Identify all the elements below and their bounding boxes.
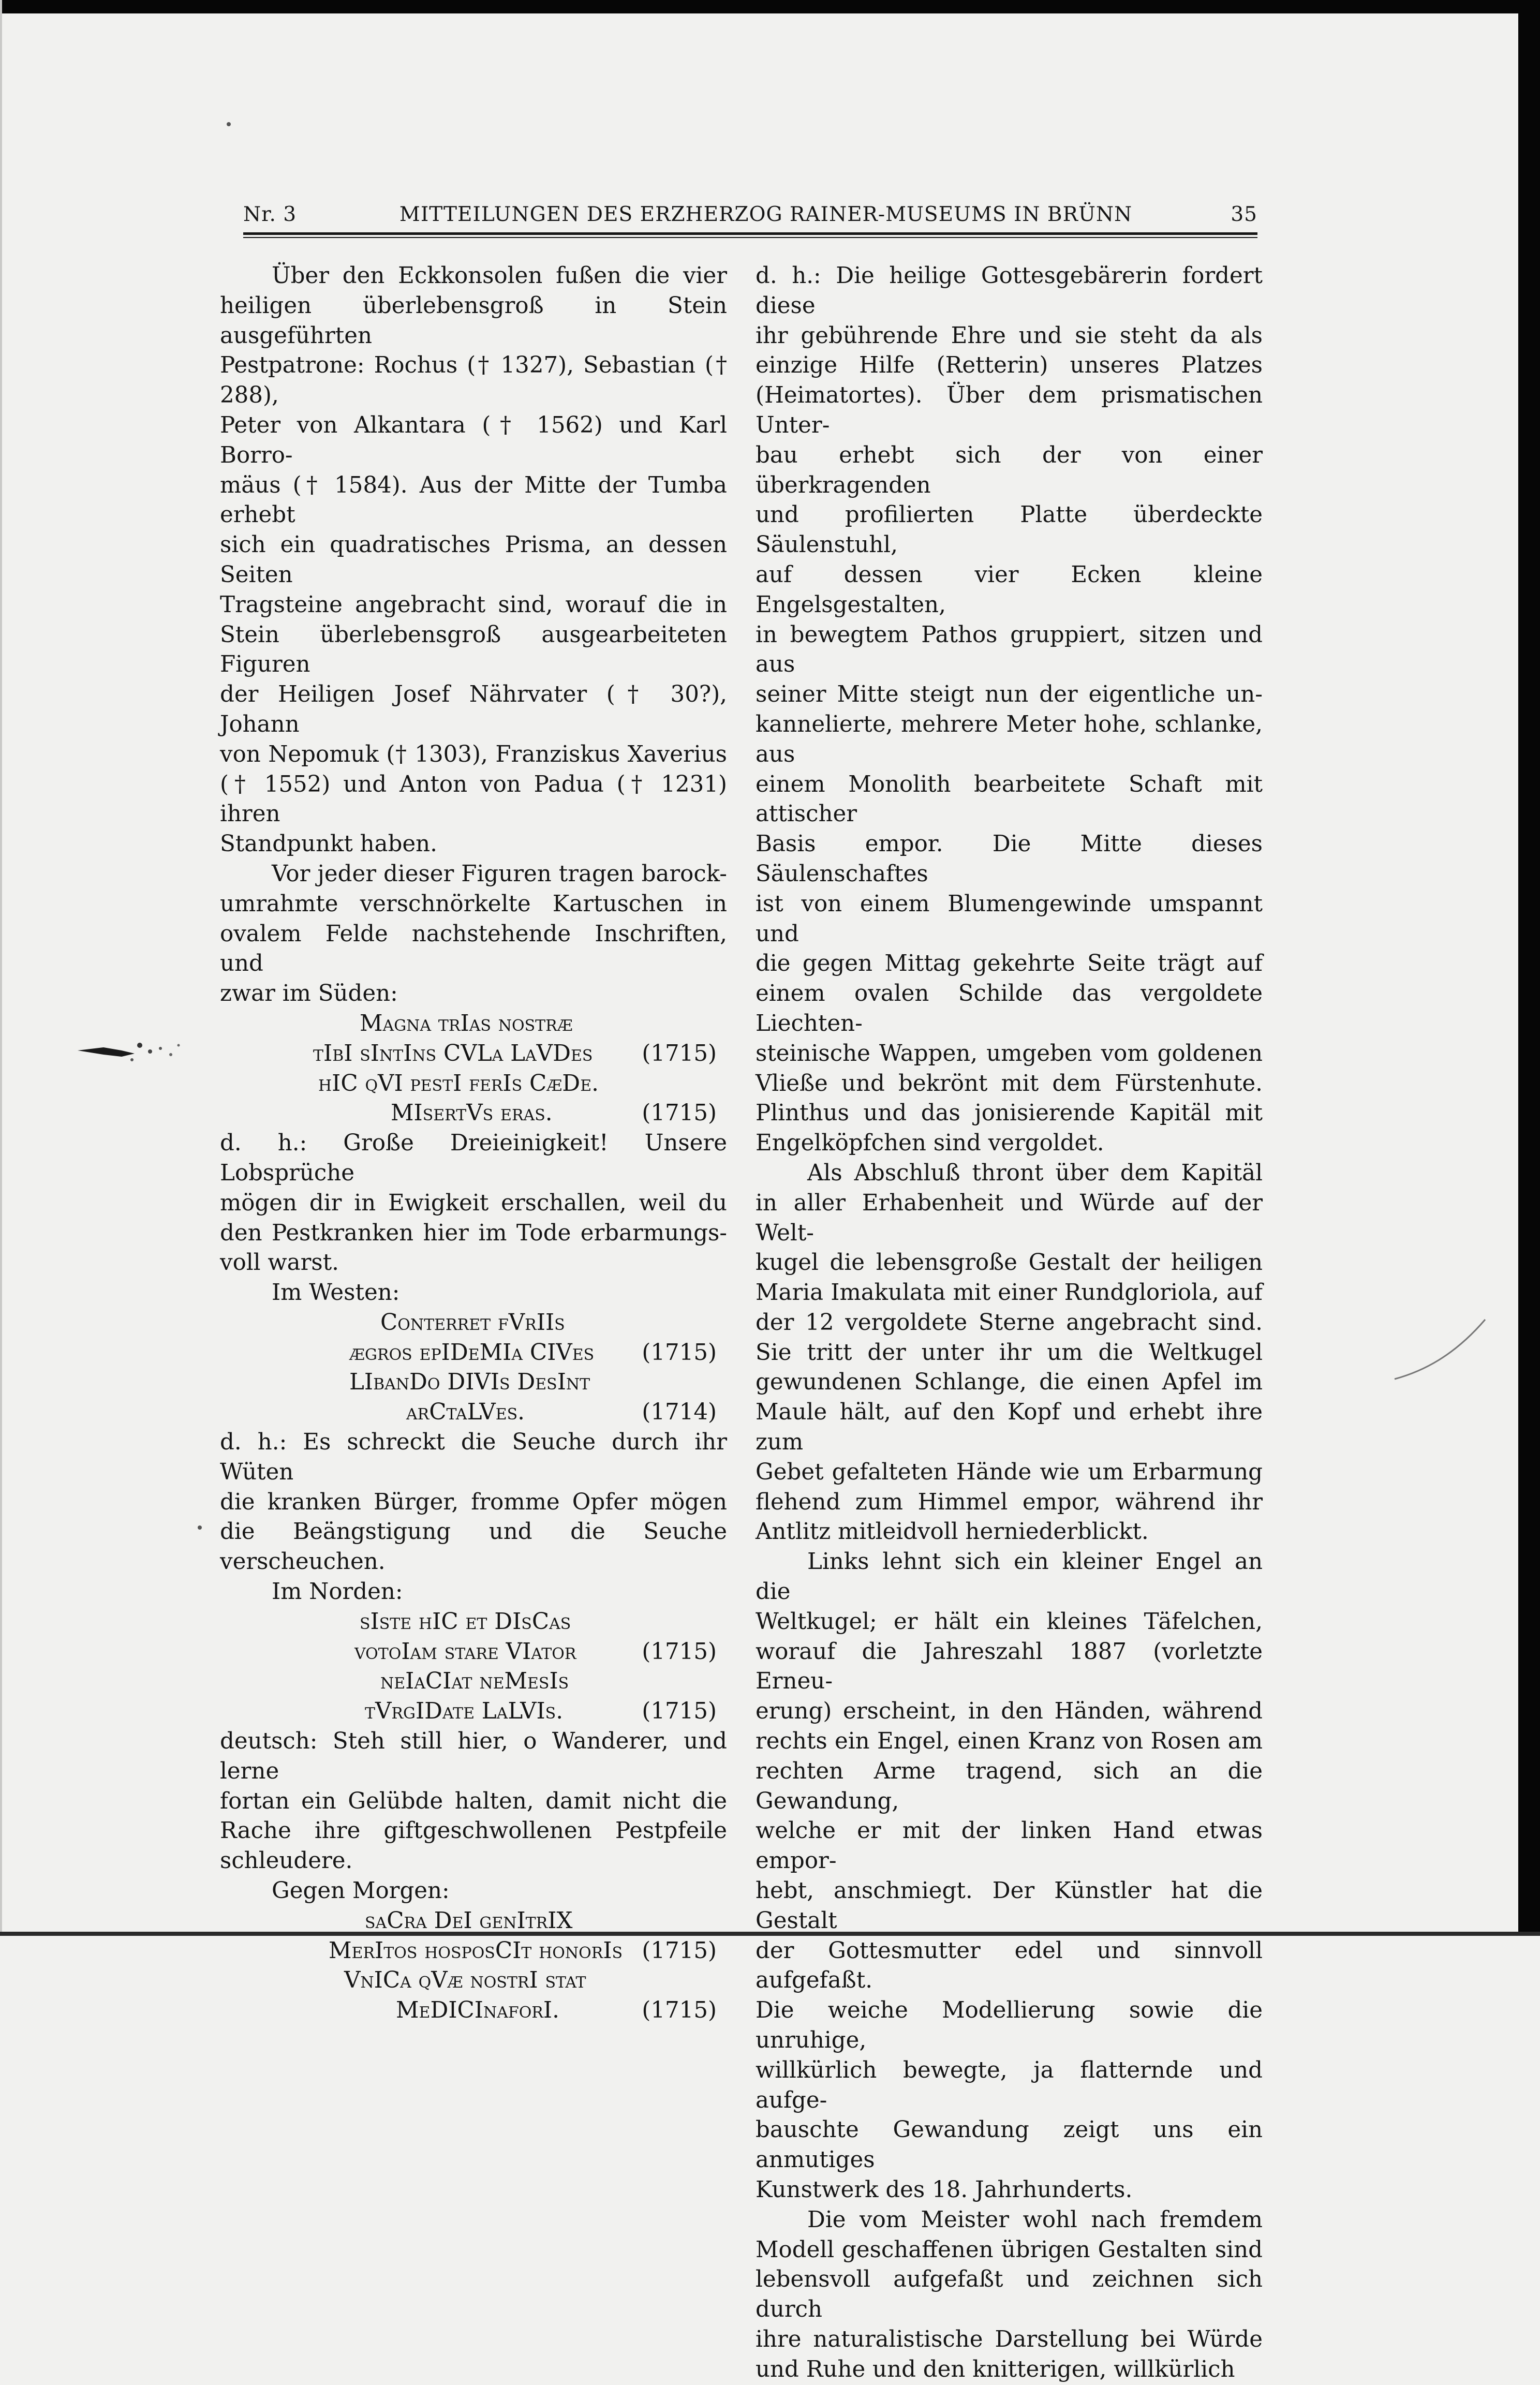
text-line: Links lehnt sich ein kleiner Engel an die bbox=[756, 1549, 1263, 1605]
text-line: Vor jeder dieser Figuren tragen barock- bbox=[272, 861, 727, 887]
text-line: der 12 vergoldete Sterne angebracht sind. bbox=[756, 1309, 1263, 1336]
text-line: Maria Imakulata mit einer Rundgloriola, auf bbox=[756, 1280, 1263, 1306]
inscription-north bbox=[220, 1607, 727, 1727]
text-line: fortan ein Gelübde halten, damit nicht die bbox=[220, 1788, 727, 1814]
text-line: sich ein quadratisches Prisma, an dessen Seiten bbox=[220, 532, 727, 588]
inscription-year: (1715) bbox=[642, 1997, 717, 2024]
paragraph bbox=[220, 1727, 727, 1876]
inscription-line bbox=[220, 1398, 727, 1428]
text-line: zwar im Süden: bbox=[220, 981, 398, 1007]
inscription-text: votoIam stare VIator bbox=[354, 1638, 576, 1665]
inscription-text: neIaCIat neMesIs bbox=[380, 1668, 569, 1695]
text-line: erung) erscheint, in den Händen, während bbox=[756, 1698, 1263, 1725]
inscription-text: tIbI sIntIns CVLa LaVDes bbox=[313, 1040, 593, 1066]
text-line: deutsch: Steh still hier, o Wanderer, und lerne bbox=[220, 1728, 727, 1784]
text-line: gewundenen Schlange, die einen Apfel im bbox=[756, 1369, 1263, 1396]
text-line: seiner Mitte steigt nun der eigentliche un- bbox=[756, 682, 1263, 708]
text-line: von Nepomuk († 1303), Franziskus Xaverius bbox=[220, 741, 727, 767]
paragraph bbox=[220, 1428, 727, 1577]
header-rule-thin bbox=[243, 237, 1257, 238]
inscription-line bbox=[220, 1009, 727, 1039]
text-line: und profilierten Platte überdeckte Säulenstuhl, bbox=[756, 502, 1263, 558]
inscription-south bbox=[220, 1009, 727, 1129]
inscription-line bbox=[220, 1996, 727, 2026]
text-line: Kunstwerk des 18. Jahrhunderts. bbox=[756, 2177, 1133, 2203]
inscription-line bbox=[220, 1667, 727, 1697]
text-line: heiligen überlebensgroß in Stein ausgeführten bbox=[220, 292, 727, 349]
text-line: Plinthus und das jonisierende Kapitäl mit bbox=[756, 1100, 1263, 1127]
text-line: (Heimatortes). Über dem prismatischen Unter- bbox=[756, 382, 1263, 438]
text-line: d. h.: Die heilige Gottesgebärerin fordert diese bbox=[756, 263, 1263, 319]
inscription-year: (1715) bbox=[642, 1040, 717, 1066]
right-column bbox=[756, 261, 1263, 2385]
text-line: († 1552) und Anton von Padua († 1231) ihren bbox=[220, 771, 727, 827]
paragraph bbox=[220, 860, 727, 1009]
inscription-text: tVrgIDate LaLVIs. bbox=[365, 1698, 564, 1725]
text-line: der Heiligen Josef Nährvater († 30?), Johann bbox=[220, 682, 727, 737]
text-line: Rache ihre giftgeschwollenen Pestpfeile bbox=[220, 1818, 727, 1844]
scan-border-right bbox=[1518, 0, 1540, 1936]
inscription-year: (1715) bbox=[642, 1698, 717, 1725]
scan-border-top bbox=[0, 0, 1540, 13]
paragraph bbox=[756, 261, 1263, 1159]
inscription-text: ægros epIDeMIa CIVes bbox=[349, 1339, 595, 1366]
text-line: mäus († 1584). Aus der Mitte der Tumba erhebt bbox=[220, 472, 727, 528]
text-line: die Beängstigung und die Seuche verscheuchen. bbox=[220, 1519, 727, 1575]
text-line: ovalem Felde nachstehende Inschriften, und bbox=[220, 921, 727, 977]
text-line: voll warst. bbox=[220, 1250, 339, 1276]
text-line: Stein überlebensgroß ausgearbeiteten Figuren bbox=[220, 621, 727, 678]
text-line: Maule hält, auf den Kopf und erhebt ihre zum bbox=[756, 1399, 1263, 1456]
text-line: umrahmte verschnörkelte Kartuschen in bbox=[220, 891, 727, 917]
text-line: rechts ein Engel, einen Kranz von Rosen am bbox=[756, 1728, 1263, 1755]
text-line: ihre naturalistische Darstellung bei Würde bbox=[756, 2326, 1263, 2352]
text-line: willkürlich bewegte, ja flatternde und aufge- bbox=[756, 2057, 1263, 2113]
inscription-text: MeDICInaforI. bbox=[396, 1997, 559, 2024]
text-line: Tragsteine angebracht sind, worauf die in bbox=[220, 591, 727, 618]
text-line: einem Monolith bearbeitete Schaft mit attischer bbox=[756, 771, 1263, 827]
inscription-line bbox=[220, 1308, 727, 1338]
scan-edge-left bbox=[0, 0, 2, 1936]
text-line: mögen dir in Ewigkeit erschallen, weil du bbox=[220, 1190, 727, 1216]
inscription-line bbox=[220, 1697, 727, 1727]
text-line: ist von einem Blumengewinde umspannt und bbox=[756, 891, 1263, 947]
left-column bbox=[220, 261, 727, 2026]
text-line: einem ovalen Schilde das vergoldete Liechten- bbox=[756, 981, 1263, 1036]
scan-speck bbox=[227, 122, 231, 126]
text-line: ihr gebührende Ehre und sie steht da als bbox=[756, 322, 1263, 349]
inscription-line bbox=[220, 1637, 727, 1667]
text-line: lebensvoll aufgefaßt und zeichnen sich durch bbox=[756, 2267, 1263, 2323]
ink-blot-mark bbox=[72, 1030, 191, 1066]
text-line: steinische Wappen, umgeben vom goldenen bbox=[756, 1040, 1263, 1066]
inscription-line bbox=[220, 1607, 727, 1637]
paragraph bbox=[220, 261, 727, 860]
section-label-west: Im Westen: bbox=[272, 1280, 400, 1306]
pencil-stroke-mark bbox=[1392, 1314, 1490, 1387]
paragraph bbox=[756, 2205, 1263, 2385]
text-line: Peter von Alkantara († 1562) und Karl Borro- bbox=[220, 412, 727, 468]
inscription-line bbox=[220, 1936, 727, 1966]
page-number: 35 bbox=[1231, 203, 1257, 226]
inscription-east bbox=[220, 1906, 727, 2026]
inscription-text: hIC qVI pestI ferIs CæDe. bbox=[318, 1070, 599, 1097]
text-line: flehend zum Himmel empor, während ihr bbox=[756, 1489, 1263, 1515]
inscription-line bbox=[220, 1906, 727, 1936]
running-header bbox=[243, 203, 1257, 232]
inscription-year: (1714) bbox=[642, 1399, 717, 1426]
text-line: Vließe und bekrönt mit dem Fürstenhute. bbox=[756, 1070, 1263, 1097]
paragraph bbox=[756, 1547, 1263, 2205]
journal-title: MITTEILUNGEN DES ERZHERZOG RAINER-MUSEUMS IN BRÜNN bbox=[399, 203, 1133, 226]
inscription-line bbox=[220, 1966, 727, 1996]
text-line: Gebet gefalteten Hände wie um Erbarmung bbox=[756, 1459, 1263, 1485]
text-line: Pestpatrone: Rochus († 1327), Sebastian († 288), bbox=[220, 352, 727, 409]
text-line: worauf die Jahreszahl 1887 (vorletzte Erneu- bbox=[756, 1638, 1263, 1695]
text-line: den Pestkranken hier im Tode erbarmungs- bbox=[220, 1220, 727, 1246]
text-line: die gegen Mittag gekehrte Seite trägt auf bbox=[756, 951, 1263, 977]
text-line: Als Abschluß thront über dem Kapitäl bbox=[807, 1160, 1263, 1186]
text-line: auf dessen vier Ecken kleine Engelsgestalten, bbox=[756, 561, 1263, 618]
inscription-text: MIsertVs eras. bbox=[391, 1100, 553, 1127]
text-line: schleudere. bbox=[220, 1848, 353, 1874]
text-line: hebt, anschmiegt. Der Künstler hat die Gestalt bbox=[756, 1878, 1263, 1934]
text-line: bauschte Gewandung zeigt uns ein anmutiges bbox=[756, 2117, 1263, 2173]
paragraph bbox=[220, 1129, 727, 1278]
text-line: rechten Arme tragend, sich an die Gewandung, bbox=[756, 1758, 1263, 1814]
inscription-text: MerItos hosposCIt honorIs bbox=[329, 1937, 623, 1964]
text-line: die kranken Bürger, fromme Opfer mögen bbox=[220, 1489, 727, 1515]
inscription-year: (1715) bbox=[642, 1339, 717, 1366]
text-line: in aller Erhabenheit und Würde auf der Welt- bbox=[756, 1190, 1263, 1246]
section-label-east: Gegen Morgen: bbox=[272, 1878, 450, 1904]
text-line: Standpunkt haben. bbox=[220, 831, 438, 857]
text-line: und Ruhe und den knitterigen, willkürlich bbox=[756, 2356, 1235, 2382]
text-line: d. h.: Es schreckt die Seuche durch ihr Wüten bbox=[220, 1429, 727, 1485]
inscription-text: Conterret fVrIIs bbox=[380, 1309, 565, 1336]
text-line: Über den Eckkonsolen fußen die vier bbox=[272, 263, 727, 289]
header-rule bbox=[243, 232, 1257, 235]
inscription-year: (1715) bbox=[642, 1638, 717, 1665]
inscription-text: Magna trIas nostræ bbox=[360, 1010, 573, 1036]
text-line: bau erhebt sich der von einer überkragenden bbox=[756, 442, 1263, 498]
text-line: kannelierte, mehrere Meter hohe, schlanke, aus bbox=[756, 711, 1263, 767]
text-line: d. h.: Große Dreieinigkeit! Unsere Lobsprüche bbox=[220, 1130, 727, 1186]
inscription-line bbox=[220, 1338, 727, 1368]
inscription-line bbox=[220, 1368, 727, 1398]
inscription-line bbox=[220, 1099, 727, 1129]
text-line: Basis empor. Die Mitte dieses Säulenschaftes bbox=[756, 831, 1263, 887]
section-label-north: Im Norden: bbox=[272, 1579, 403, 1605]
inscription-year: (1715) bbox=[642, 1100, 717, 1127]
text-line: Antlitz mitleidvoll herniederblickt. bbox=[756, 1519, 1149, 1545]
inscription-west bbox=[220, 1308, 727, 1428]
inscription-text: LIbanDo DIVIs DesInt bbox=[349, 1369, 590, 1396]
inscription-text: VnICa qVæ nostrI stat bbox=[344, 1967, 586, 1994]
text-line: Weltkugel; er hält ein kleines Täfelchen, bbox=[756, 1608, 1263, 1635]
inscription-line bbox=[220, 1039, 727, 1069]
text-line: Sie tritt der unter ihr um die Weltkugel bbox=[756, 1339, 1263, 1366]
text-line: in bewegtem Pathos gruppiert, sitzen und aus bbox=[756, 621, 1263, 678]
inscription-line bbox=[220, 1069, 727, 1099]
text-line: Modell geschaffenen übrigen Gestalten sind bbox=[756, 2236, 1263, 2263]
text-line: der Gottesmutter edel und sinnvoll aufgefaßt. bbox=[756, 1937, 1263, 1994]
inscription-text: sIste hIC et DIsCas bbox=[360, 1608, 571, 1635]
text-line: Die weiche Modellierung sowie die unruhige, bbox=[756, 1997, 1263, 2054]
issue-number: Nr. 3 bbox=[243, 203, 297, 226]
text-line: Die vom Meister wohl nach fremdem bbox=[807, 2206, 1263, 2233]
text-line: einzige Hilfe (Retterin) unseres Platzes bbox=[756, 352, 1263, 379]
inscription-text: saCra DeI genItrIX bbox=[365, 1907, 573, 1934]
scan-speck bbox=[198, 1525, 202, 1530]
inscription-year: (1715) bbox=[642, 1937, 717, 1964]
text-line: kugel die lebensgroße Gestalt der heiligen bbox=[756, 1250, 1263, 1276]
text-line: Engelköpfchen sind vergoldet. bbox=[756, 1130, 1104, 1157]
inscription-text: arCtaLVes. bbox=[406, 1399, 525, 1426]
paragraph bbox=[756, 1159, 1263, 1547]
text-line: welche er mit der linken Hand etwas empor- bbox=[756, 1818, 1263, 1874]
